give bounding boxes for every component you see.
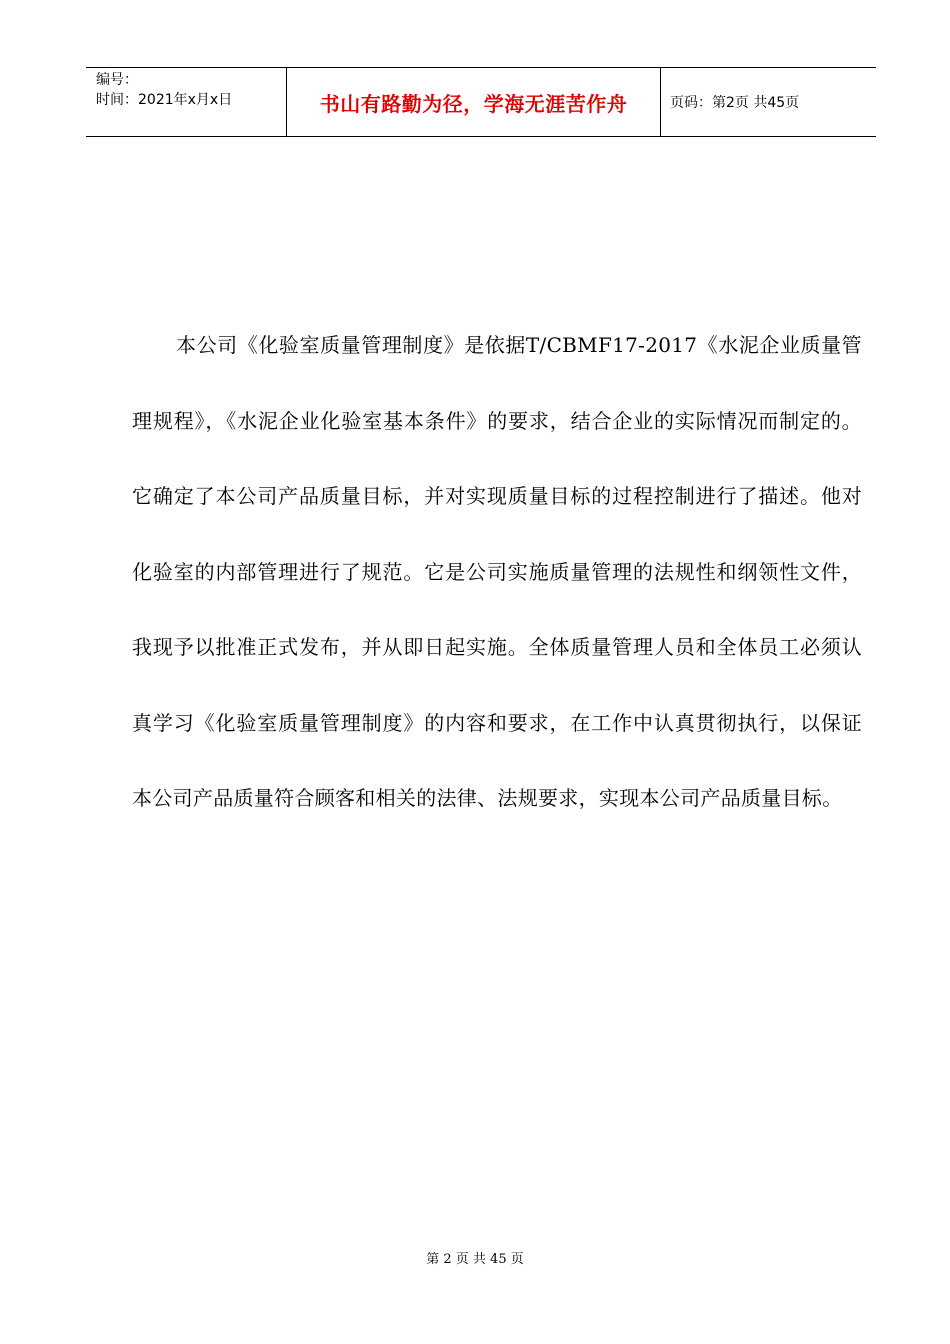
page-footer: 第 2 页 共 45 页 — [426, 1252, 524, 1267]
motto-text: 书山有路勤为径，学海无涯苦作舟 — [319, 91, 628, 116]
header-info-cell — [86, 68, 287, 136]
header-motto-cell — [287, 68, 661, 136]
number-label: 编号： — [96, 72, 138, 88]
page-header — [86, 67, 876, 137]
time-label: 时间：2021年x月x日 — [96, 92, 233, 108]
header-page-info: 页码：第2页 共45页 — [670, 95, 800, 111]
body-paragraph: 本公司《化验室质量管理制度》是依据T/CBMF17-2017《水泥企业质量管理规程》，《水泥企业化验室基本条件》的要求，结合企业的实际情况而制定的。它确定了本公司产品质量目标，并对实现质量目标的过程控制进行了描述。他对化验室的内部管理进行了规范。它是公司实施质量管理的法规性和纲领性文件，我现予以批准正式发布，并从即日起实施。全体质量管理人员和全体员工必须认真学习《化验室质量管理制度》的内容和要求，在工作中认真贯彻执行，以保证本公司产品质量符合顾客和相关的法律、法规要求，实现本公司产品质量目标。 — [132, 333, 862, 810]
header-page-cell — [661, 68, 876, 136]
